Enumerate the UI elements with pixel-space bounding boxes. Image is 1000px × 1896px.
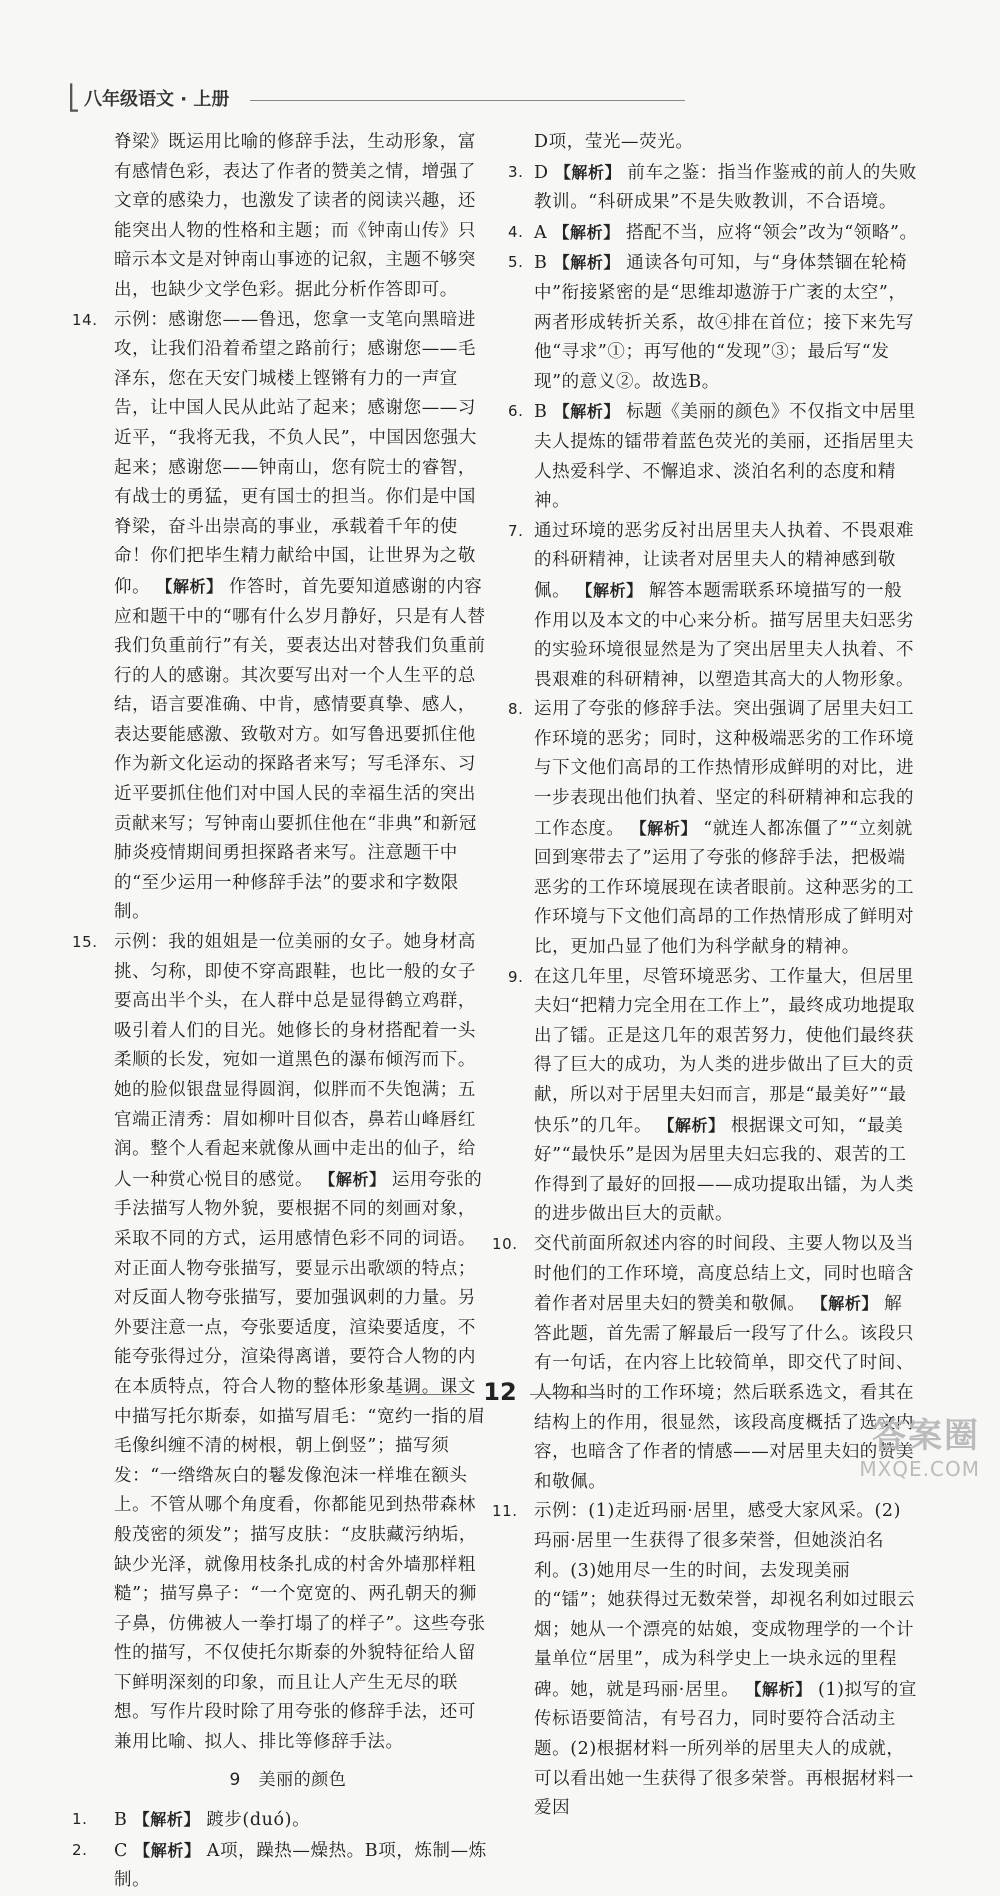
analysis-tag: 【解析】 xyxy=(134,1840,201,1860)
watermark-url: MXQE.COM xyxy=(859,1457,980,1481)
page-number: 12 xyxy=(483,1378,517,1406)
analysis-tag: 【解析】 xyxy=(554,162,622,182)
answer-text: 示例：我的姐姐是一位美丽的女子。她身材高挑、匀称，即使不穿高跟鞋，也比一般的女子要高出半个头，在人群中总是显得鹤立鸡群，吸引着人们的目光。她修长的身材搭配着一头柔顺的长发，宛如一道黑色的瀑布倾泻而下。她的脸似银盘显得圆润，似胖而不失饱满；五官端正清秀：眉如柳叶目似杏，鼻若山峰唇红润。整个人看起来就像从画中走出的仙子，给人一种赏心悦目的感觉。 xyxy=(114,932,476,1190)
section-title: 9 美丽的颜色 xyxy=(229,1769,347,1790)
header-title: 八年级语文 · 上册 xyxy=(84,89,230,110)
answer-text: 示例：(1)走近玛丽·居里，感受大家风采。(2)玛丽·居里一生获得了很多荣誉，但她淡泊名利。(3)她用尽一生的时间，去发现美丽的“镭”；她获得过无数荣誉，却视名利如过眼云烟；她从一个漂亮的姑娘，变成物理学的一个计量单位“居里”，成为科学史上一块永远的里程碑。她，就是玛丽·居里。 xyxy=(534,1501,916,1700)
answer-text: 运用了夸张的修辞手法。突出强调了居里夫妇工作环境的恶劣；同时，这种极端恶劣的工作环境与下文他们高昂的工作热情形成鲜明的对比，进一步表现出他们执着、坚定的科研精神和忘我的工作态度。 xyxy=(534,699,915,839)
analysis-tag: 【解析】 xyxy=(319,1169,386,1189)
question-15 xyxy=(72,928,488,1758)
answer-text: D xyxy=(534,162,549,183)
question-number: 14. xyxy=(72,310,98,329)
analysis-text: 踱步(duó)。 xyxy=(206,1810,311,1831)
analysis-tag: 【解析】 xyxy=(133,1810,201,1830)
left-column xyxy=(72,128,488,1896)
question-number: 8. xyxy=(508,700,524,719)
analysis-tag: 【解析】 xyxy=(811,1294,879,1314)
question-14 xyxy=(72,306,488,928)
header-bracket: ⎣ xyxy=(68,84,80,112)
analysis-text: 解答本题需联系环境描写的一般作用以及本文的中心来分析。描写居里夫妇恶劣的实验环境很显然是为了突出居里夫人执着、不畏艰难的科研精神，以塑造其高大的人物形象。 xyxy=(534,580,915,690)
answer-text: A xyxy=(534,222,548,243)
question-4 xyxy=(508,218,918,249)
footer-rule-left xyxy=(395,1394,470,1395)
question-2 xyxy=(72,1836,488,1896)
analysis-text: “就连人都冻僵了”“立刻就回到寒带去了”运用了夸张的修辞手法，把极端恶劣的工作环境展现在读者眼前。这种恶劣的工作环境与下文他们高昂的工作热情形成了鲜明对比，更加凸显了他们为科学献身的精神。 xyxy=(534,818,915,958)
analysis-text: A项，躁热—燥热。B项，炼制—炼制。 xyxy=(114,1840,487,1891)
continued-text: D项，莹光—荧光。 xyxy=(534,132,694,152)
analysis-tag: 【解析】 xyxy=(553,253,621,273)
answer-text: 在这几年里，尽管环境恶劣、工作量大，但居里夫妇“把精力完全用在工作上”，最终成功地提取出了镭。正是这几年的艰苦努力，使他们最终获得了巨大的成功，为人类的进步做出了巨大的贡献，所以对于居里夫妇而言，那是“最美好”“最快乐”的几年。 xyxy=(534,966,916,1136)
question-number: 6. xyxy=(508,402,524,421)
question-6 xyxy=(508,397,918,516)
analysis-text: 通读各句可知，与“身体禁锢在轮椅中”衔接紧密的是“思维却遨游于广袤的太空”，两者形成转折关系，故④排在首位；接下来先写他“寻求”①；再写他的“发现”③；最后写“发现”的意义②。故选B。 xyxy=(534,253,915,392)
analysis-tag: 【解析】 xyxy=(576,580,643,600)
header-rule xyxy=(250,100,685,101)
analysis-tag: 【解析】 xyxy=(156,576,223,596)
analysis-text: (1)拟写的宣传标语要简洁，有号召力，同时要符合活动主题。(2)根据材料一所列举的居里夫人的成就，可以看出她一生获得了很多荣誉。再根据材料一爱因 xyxy=(534,1679,918,1819)
analysis-tag: 【解析】 xyxy=(630,818,698,838)
analysis-text: 标题《美丽的颜色》不仅指文中居里夫人提炼的镭带着蓝色荧光的美丽，还指居里夫人热爱科学、不懈追求、淡泊名利的态度和精神。 xyxy=(534,402,916,512)
question-8 xyxy=(508,695,918,962)
analysis-tag: 【解析】 xyxy=(658,1115,725,1135)
analysis-tag: 【解析】 xyxy=(553,402,621,422)
analysis-text: 作答时，首先要知道感谢的内容应和题干中的“哪有什么岁月静好，只是有人替我们负重前行”有关，要表达出对替我们负重前行的人的感谢。其次要写出对一个人生平的总结，语言要准确、中肯，感情要真挚、感人，表达要能感激、致敬对方。如写鲁迅要抓住他作为新文化运动的探路者来写；写毛泽东、习近平要抓住他们对中国人民的幸福生活的突出贡献来写；写钟南山要抓住他在“非典”和新冠肺炎疫情期间勇担探路者来写。注意题干中的“至少运用一种修辞手法”的要求和字数限制。 xyxy=(114,576,486,923)
analysis-text: 根据课文可知，“最美好”“最快乐”是因为居里夫妇忘我的、艰苦的工作得到了最好的回报——成功提取出镭，为人类的进步做出巨大的贡献。 xyxy=(534,1115,915,1225)
question-number: 5. xyxy=(508,253,524,272)
page-header xyxy=(60,82,630,112)
question-11 xyxy=(492,1497,918,1824)
question-9 xyxy=(508,963,918,1230)
answer-text: B xyxy=(534,253,548,274)
question-number: 4. xyxy=(508,222,524,241)
answer-text: C xyxy=(114,1840,128,1861)
question-number: 1. xyxy=(72,1810,88,1829)
answer-text: B xyxy=(534,402,548,423)
question-number: 11. xyxy=(492,1502,518,1521)
question-number: 9. xyxy=(508,967,524,986)
watermark-title: 答案圈 xyxy=(872,1416,980,1456)
analysis-tag: 【解析】 xyxy=(553,222,620,242)
analysis-text: 解答此题，首先需了解最后一段写了什么。该段只有一句话，在内容上比较简单，即交代了时间、人物和当时的工作环境；然后联系选文，看其在结构上的作用，很显然，该段高度概括了选文内容，也暗含了作者的情感——对居里夫妇的赞美和敬佩。 xyxy=(534,1294,915,1492)
answer-text: B xyxy=(114,1810,128,1831)
question-1 xyxy=(72,1805,488,1836)
question-7 xyxy=(508,517,918,696)
continued-text: 脊梁》既运用比喻的修辞手法，生动形象，富有感情色彩，表达了作者的赞美之情，增强了文章的感染力，也激发了读者的阅读兴趣，还能突出人物的性格和主题；而《钟南山传》只暗示本文是对钟南山事迹的记叙，主题不够突出，也缺少文学色彩。据此分析作答即可。 xyxy=(114,132,476,300)
question-number: 10. xyxy=(492,1234,518,1253)
question-number: 2. xyxy=(72,1840,88,1859)
question-number: 7. xyxy=(508,521,524,540)
page-footer xyxy=(0,1378,1000,1408)
question-number: 3. xyxy=(508,162,524,181)
answer-text: 通过环境的恶劣反衬出居里夫人执着、不畏艰难的科研精神，让读者对居里夫人的精神感到敬佩。 xyxy=(534,520,915,601)
question-number: 15. xyxy=(72,933,98,952)
analysis-text: 运用夸张的手法描写人物外貌，要根据不同的刻画对象，采取不同的方式，运用感情色彩不同的词语。对正面人物夸张描写，要显示出歌颂的特点；对反面人物夸张描写，要加强讽刺的力量。另外要注意一点，夸张要适度，渲染要适度，不能夸张得过分，渲染得离谱，要符合人物的内在本质特点，符合人物的整体形象基调。课文中描写托尔斯泰，如描写眉毛：“宽约一指的眉毛像纠缠不清的树根，朝上倒竖”；描写须发：“一绺绺灰白的鬈发像泡沫一样堆在额头上。不管从哪个角度看，你都能见到热带森林般茂密的须发”；描写皮肤：“皮肤藏污纳垢，缺少光泽，就像用枝条扎成的村舍外墙那样粗糙”；描写鼻子：“一个宽宽的、两孔朝天的狮子鼻，仿佛被人一拳打塌了的样子”。这些夸张性的描写，不仅使托尔斯泰的外貌特征给人留下鲜明深刻的印象，而且让人产生无尽的联想。写作片段时除了用夸张的修辞手法，还可兼用比喻、拟人、排比等修辞手法。 xyxy=(114,1169,486,1753)
answer-text: 交代前面所叙述内容的时间段、主要人物以及当时他们的工作环境，高度总结上文，同时也暗含着作者对居里夫妇的赞美和敬佩。 xyxy=(534,1233,915,1315)
analysis-tag: 【解析】 xyxy=(745,1679,812,1699)
question-5 xyxy=(508,248,918,397)
watermark-logo xyxy=(859,1408,980,1481)
answer-text: 示例：感谢您——鲁迅，您拿一支笔向黑暗进攻，让我们沿着希望之路前行；感谢您——毛泽东，您在天安门城楼上铿锵有力的一声宣告，让中国人民从此站了起来；感谢您——习近平，“我将无我，不负人民”，中国因您强大起来；感谢您——钟南山，您有院士的睿智，有战士的勇猛，更有国士的担当。你们是中国脊梁，奋斗出崇高的事业，承载着千年的使命！你们把毕生精力献给中国，让世界为之敬仰。 xyxy=(114,309,477,597)
footer-rule-right xyxy=(530,1394,605,1395)
analysis-text: 搭配不当，应将“领会”改为“领略”。 xyxy=(626,222,918,243)
question-3 xyxy=(508,158,918,218)
analysis-text: 前车之鉴：指当作鉴戒的前人的失败教训。“科研成果”不是失败教训，不合语境。 xyxy=(534,162,917,213)
